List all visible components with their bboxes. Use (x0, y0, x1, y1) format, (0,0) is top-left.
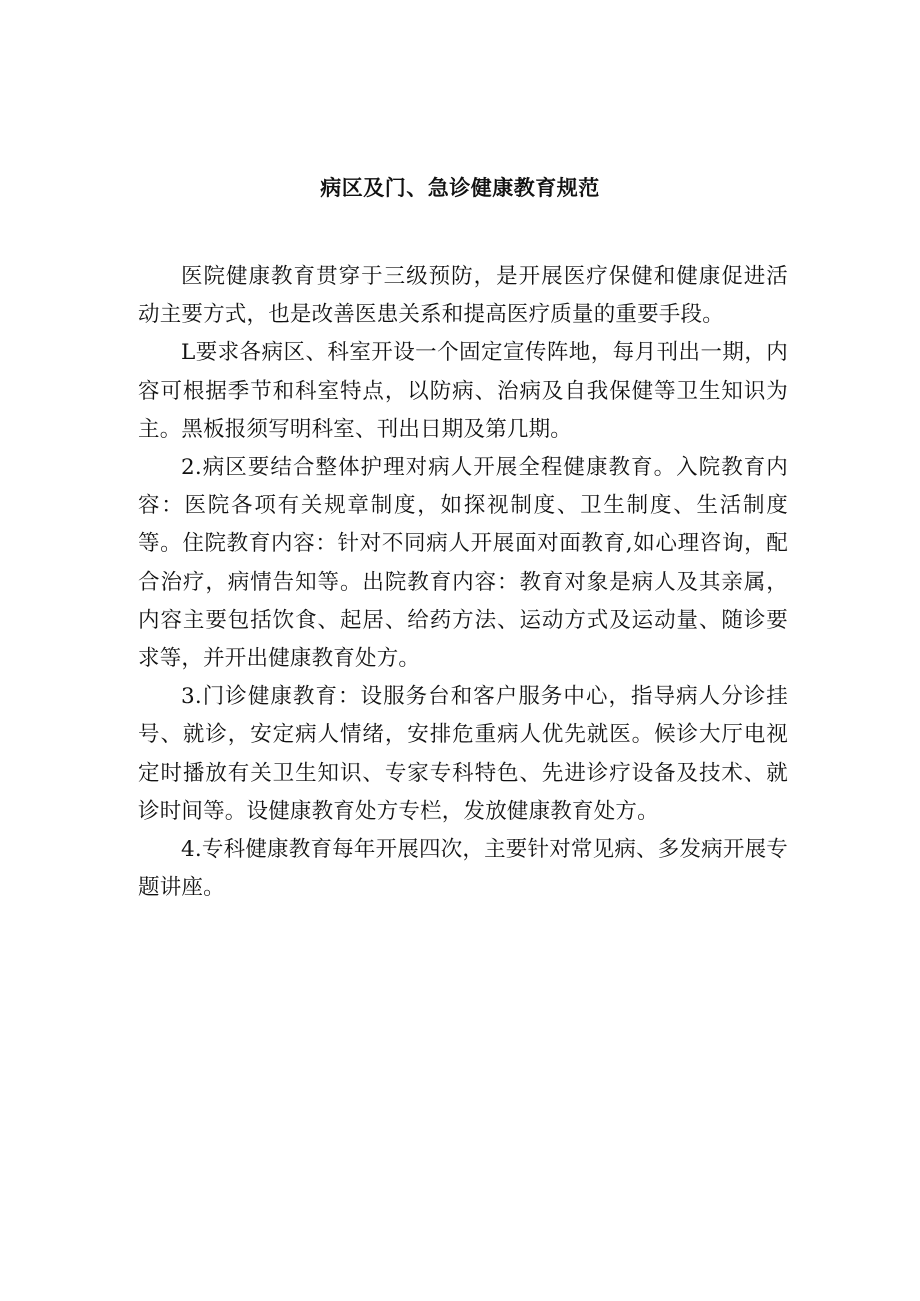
document-body (138, 258, 788, 907)
document-title: 病区及门、急诊健康教育规范 (320, 175, 600, 200)
paragraph-item-3: 3.门诊健康教育：设服务台和客户服务中心，指导病人分诊挂号、就诊，安定病人情绪，安排危重病人优先就医。候诊大厅电视定时播放有关卫生知识、专家专科特色、先进诊疗设备及技术、就诊时间等。设健康教育处方专栏，发放健康教育处方。 (138, 684, 788, 824)
paragraph-item-2: 2.病区要结合整体护理对病人开展全程健康教育。入院教育内容：医院各项有关规章制度，如探视制度、卫生制度、生活制度等。住院教育内容：针对不同病人开展面对面教育,如心理咨询，配合治疗，病情告知等。出院教育内容：教育对象是病人及其亲属，内容主要包括饮食、起居、给药方法、运动方式及运动量、随诊要求等，并开出健康教育处方。 (138, 455, 788, 672)
paragraph-item-1: L要求各病区、科室开设一个固定宣传阵地，每月刊出一期，内容可根据季节和科室特点，以防病、治病及自我保健等卫生知识为主。黑板报须写明科室、刊出日期及第几期。 (138, 340, 788, 442)
paragraph-intro: 医院健康教育贯穿于三级预防，是开展医疗保健和健康促进活动主要方式，也是改善医患关系和提高医疗质量的重要手段。 (138, 264, 788, 328)
paragraph-item-4: 4.专科健康教育每年开展四次，主要针对常见病、多发病开展专题讲座。 (138, 837, 788, 901)
